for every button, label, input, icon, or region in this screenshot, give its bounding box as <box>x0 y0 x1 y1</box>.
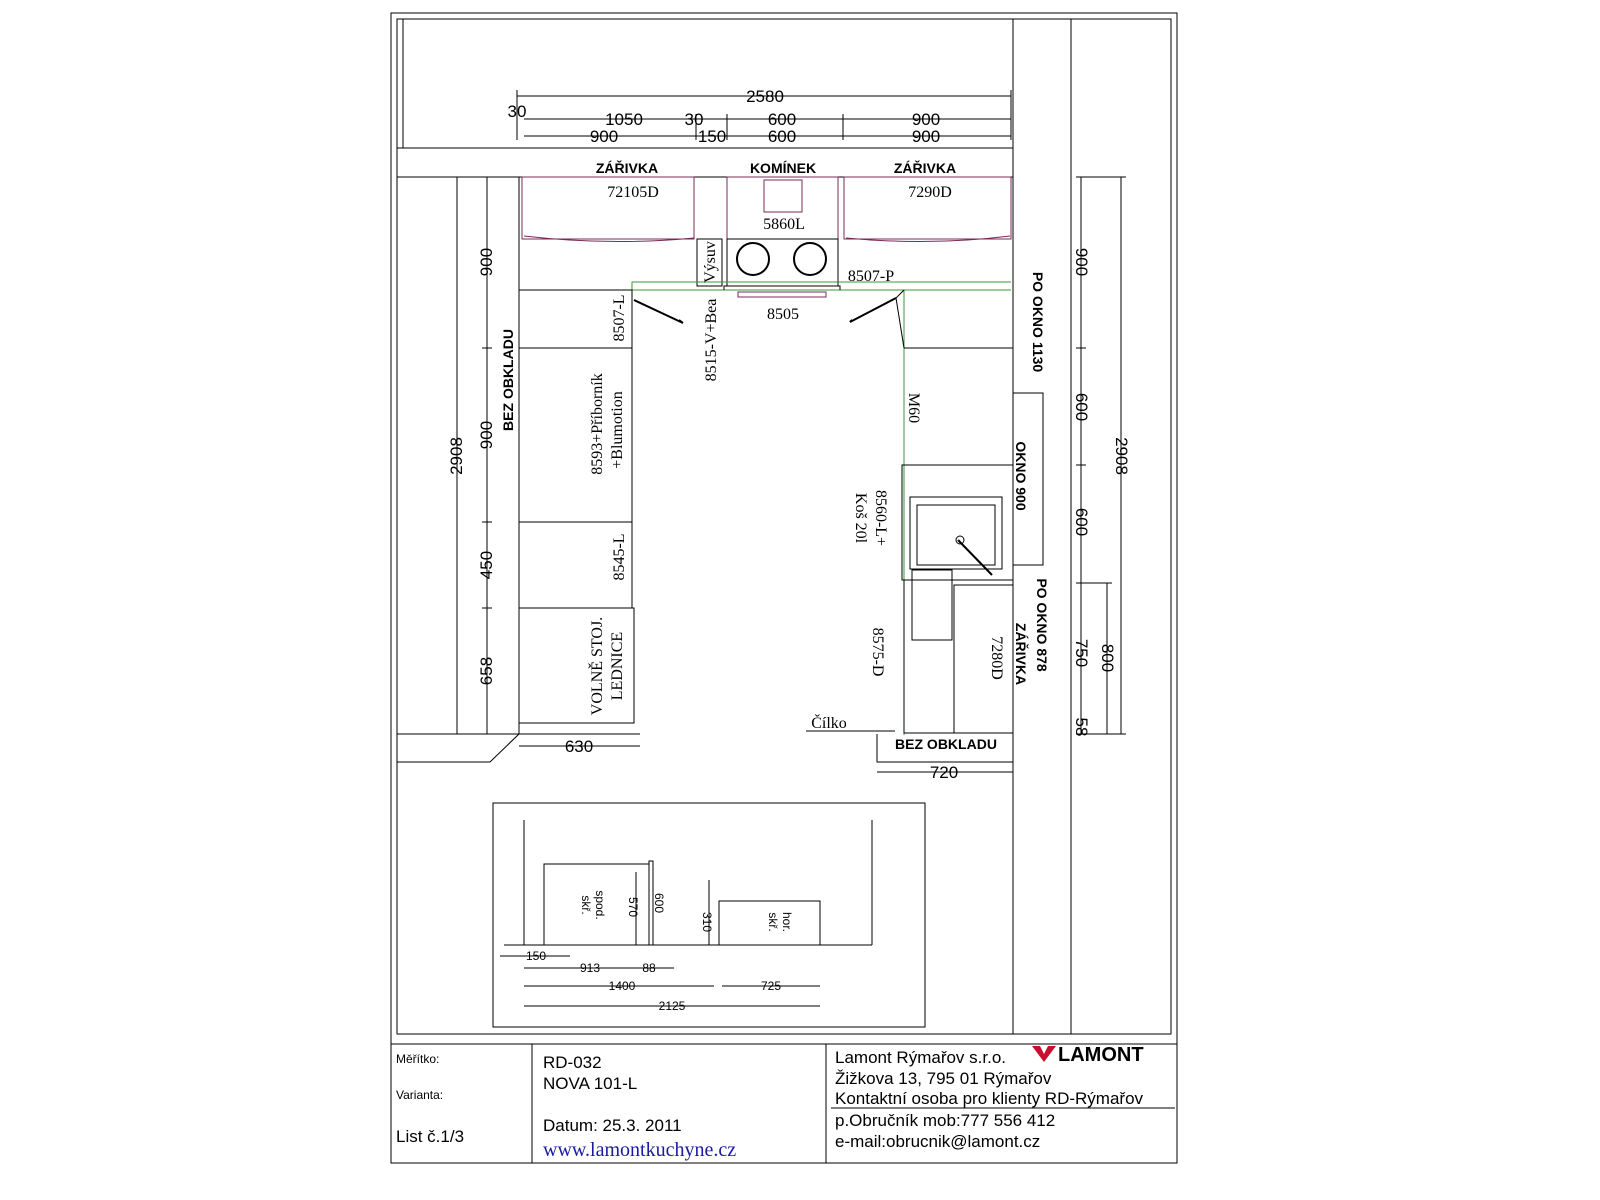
dim-top-r2-d: 900 <box>911 127 941 146</box>
sink-outer <box>910 497 1002 569</box>
tb-date: Datum: 25.3. 2011 <box>543 1116 682 1135</box>
section-150: 150 <box>525 949 547 963</box>
label-8575d: 8575-D <box>869 627 886 677</box>
dim-left-part-3: 450 <box>477 550 496 580</box>
section-570: 570 <box>626 896 640 918</box>
dim-top-r2-b: 150 <box>697 127 727 146</box>
label-5860l: 5860L <box>763 216 805 233</box>
dim-top-offset-label: 30 <box>507 102 527 121</box>
label-8560-line2: Koš 20l <box>852 492 869 544</box>
label-8507p: 8507-P <box>847 268 895 285</box>
dim-top-r2-c: 600 <box>767 127 797 146</box>
label-vysuv: Výsuv <box>702 241 719 283</box>
section-2125: 2125 <box>658 999 686 1013</box>
tb-code: RD-032 <box>543 1053 602 1072</box>
label-bez-obkladu-right: BEZ OBKLADU <box>895 736 997 752</box>
label-fridge-line1: VOLNĚ STOJ. <box>589 616 606 716</box>
section-spod-1: spod. <box>593 890 607 920</box>
label-8593-line1: 8593+Příborník <box>589 373 606 475</box>
tb-brand: LAMONT <box>1058 1044 1144 1066</box>
dim-right-part-5: 58 <box>1072 717 1091 737</box>
sink-bowl <box>917 505 995 565</box>
dim-left-part-2: 900 <box>477 420 496 450</box>
label-m60: M60 <box>905 392 922 424</box>
label-7290d: 7290D <box>908 184 952 201</box>
label-zarivka-right: ZÁŘIVKA <box>893 160 957 176</box>
label-8560-line1: 8560-L+ <box>872 489 889 547</box>
label-8507l: 8507-L <box>611 294 628 342</box>
outer-frame <box>391 13 1177 1163</box>
label-8505: 8505 <box>767 306 799 323</box>
dim-right-part-2: 600 <box>1072 392 1091 422</box>
label-okno-900: OKNO 900 <box>1013 441 1029 511</box>
sink-cabinet <box>902 465 1013 580</box>
dim-top-r1-c: 600 <box>767 110 797 129</box>
dim-left-part-1: 900 <box>477 247 496 277</box>
tb-model: NOVA 101-L <box>543 1074 638 1093</box>
label-7280d: 7280D <box>988 636 1005 680</box>
dim-right-part-3: 600 <box>1072 507 1091 537</box>
label-cilko: Čílko <box>811 715 847 732</box>
tb-contact-line: Kontaktní osoba pro klienty RD-Rýmařov <box>835 1089 1144 1108</box>
section-600: 600 <box>652 892 666 914</box>
base-corner-right <box>896 290 904 348</box>
label-8593-line2: +Blumotion <box>609 391 626 469</box>
label-zarivka-left: ZÁŘIVKA <box>595 160 659 176</box>
door-swing-right <box>850 298 896 322</box>
section-725: 725 <box>760 979 782 993</box>
label-po-okno-878: PO OKNO 878 <box>1034 578 1050 672</box>
hob-burner-left <box>737 243 769 275</box>
dim-top-r1-a: 1050 <box>605 110 643 129</box>
section-913: 913 <box>579 961 601 975</box>
tb-email[interactable]: e-mail:obrucnik@lamont.cz <box>835 1132 1041 1151</box>
dim-top-r1-d: 900 <box>911 110 941 129</box>
door-swing-left <box>634 300 683 323</box>
tb-website[interactable]: www.lamontkuchyne.cz <box>543 1139 737 1161</box>
label-zarivka-side: ZÁŘIVKA <box>1013 622 1029 686</box>
dim-right-sub-label: 800 <box>1098 643 1117 673</box>
label-8515: 8515-V+Bea <box>703 298 720 382</box>
section-1400: 1400 <box>608 979 636 993</box>
label-bez-obkladu-left: BEZ OBKLADU <box>500 329 516 431</box>
dim-top-r1-b: 30 <box>684 110 704 129</box>
tb-company: Lamont Rýmařov s.r.o. <box>835 1048 1007 1067</box>
label-72105d: 72105D <box>607 184 659 201</box>
tb-varianta-label: Varianta: <box>396 1088 444 1102</box>
sink-tap <box>958 540 992 575</box>
label-po-okno-1130: PO OKNO 1130 <box>1030 271 1046 373</box>
tb-address: Žižkova 13, 795 01 Rýmařov <box>835 1069 1052 1088</box>
lamont-logo-icon <box>1032 1046 1056 1062</box>
hob-burner-right <box>794 243 826 275</box>
wall-left-corner <box>397 734 519 762</box>
tb-meritko-label: Měřítko: <box>396 1052 440 1066</box>
base-cabinet-8505 <box>724 286 840 290</box>
label-8545l: 8545-L <box>611 533 628 581</box>
dim-bottom-left-label: 630 <box>564 737 594 756</box>
section-hor-1: hor. <box>780 911 794 933</box>
dim-right-total-label: 2908 <box>1112 437 1131 475</box>
section-hor-2: skř. <box>766 912 780 932</box>
dim-left-part-4: 658 <box>477 656 496 686</box>
hood-outline <box>764 180 802 212</box>
label-kominek: KOMÍNEK <box>749 160 817 176</box>
drawer-handle-8505 <box>738 292 826 297</box>
dim-right-part-4: 750 <box>1072 638 1091 668</box>
section-88: 88 <box>642 961 656 975</box>
section-spod-2: skř. <box>579 895 593 915</box>
tb-phone: p.Obručník mob:777 556 412 <box>835 1111 1056 1130</box>
dim-bottom-right-label: 720 <box>929 763 959 782</box>
dim-right-part-1: 900 <box>1072 247 1091 277</box>
tb-list-label: List č.1/3 <box>396 1127 465 1146</box>
dim-top-r2-a: 900 <box>589 127 619 146</box>
label-fridge-line2: LEDNICE <box>609 631 626 701</box>
dim-top-overall-label: 2580 <box>746 87 784 106</box>
dim-left-total-label: 2908 <box>447 437 466 475</box>
section-310: 310 <box>700 911 714 933</box>
